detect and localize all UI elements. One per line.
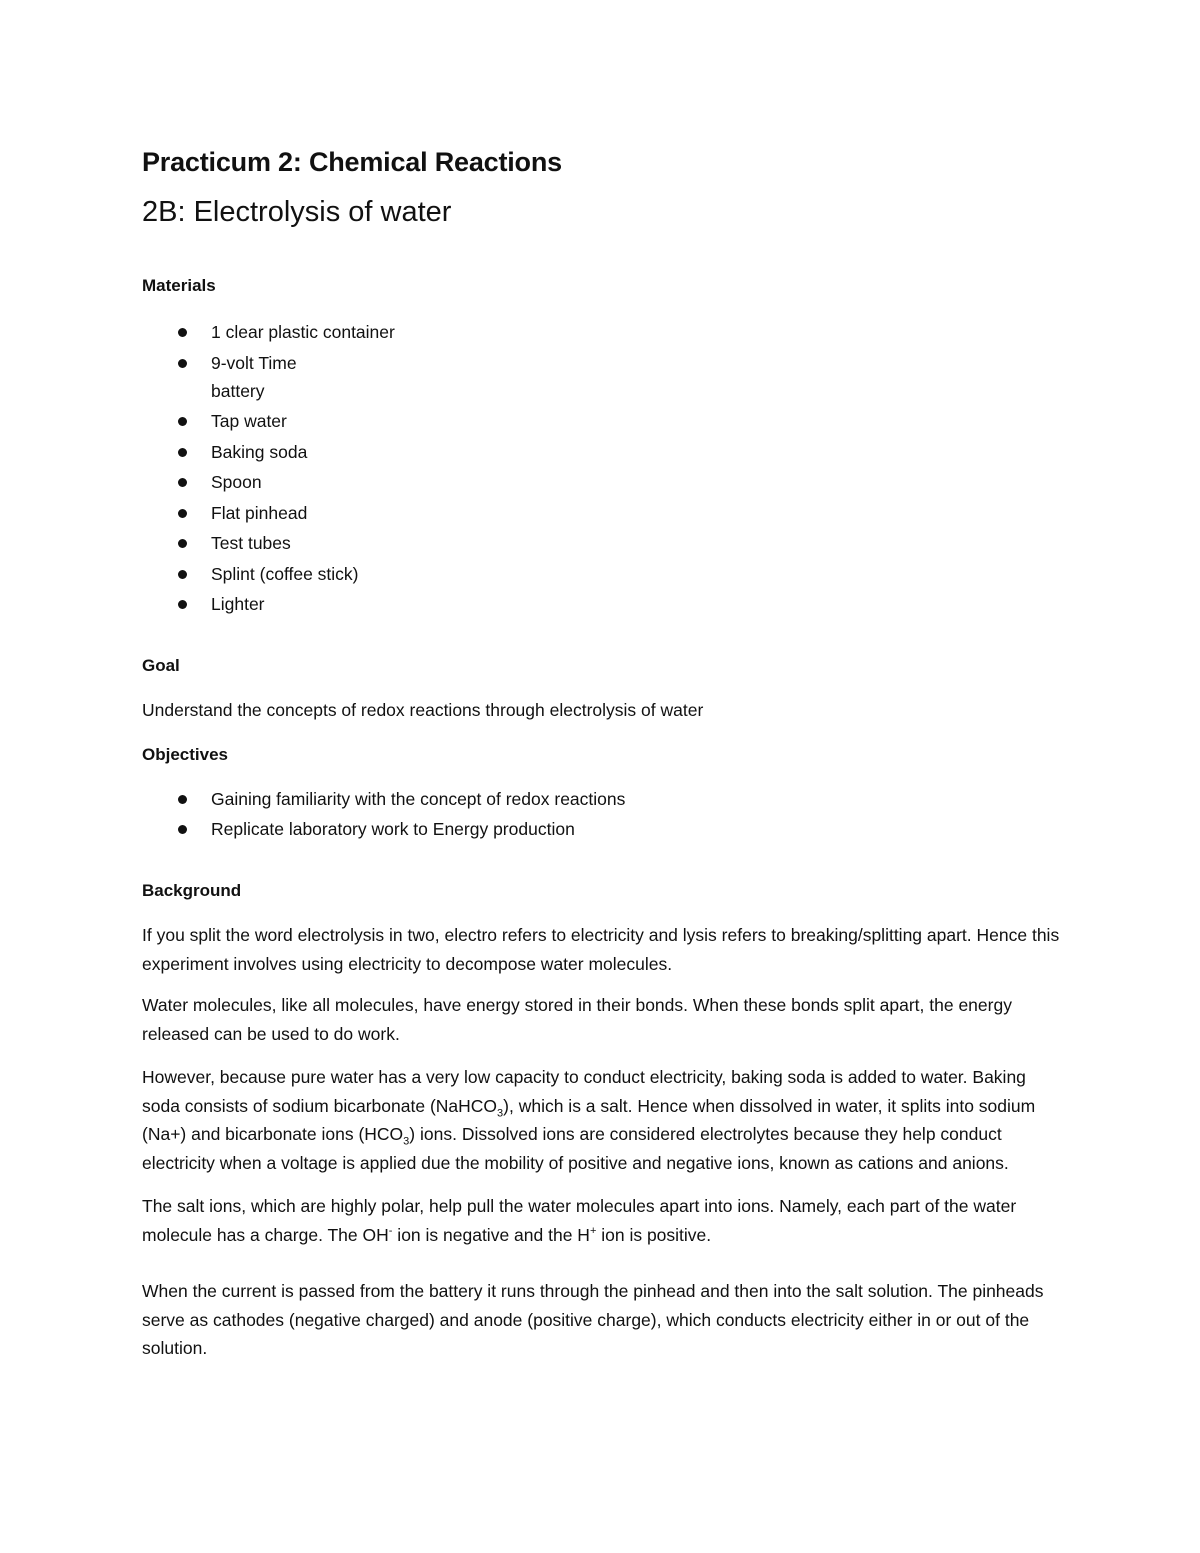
material-item-4: Baking soda (211, 441, 308, 462)
list-item (142, 560, 1062, 588)
background-paragraph-2: Water molecules, like all molecules, have energy stored in their bonds. When these bonds split apart, the energy released can be used to do work. (142, 995, 1012, 1044)
material-item-6: Flat pinhead (211, 502, 308, 523)
materials-list (142, 318, 1062, 618)
paragraph-text: ), which is a salt. Hence when dissolved in water, it splits into sodium (Na+) and bicarbonate ions (HCO (142, 1095, 1036, 1144)
bullet-icon (178, 795, 187, 804)
bullet-icon (178, 825, 187, 834)
bullet-icon (178, 509, 187, 518)
document-title: Practicum 2: Chemical Reactions (142, 147, 562, 177)
list-item (142, 785, 1062, 813)
objectives-list (142, 785, 1062, 844)
material-item-2: 9-volt Time battery (211, 352, 297, 401)
background-heading: Background (142, 881, 242, 900)
goal-text: Understand the concepts of redox reactions through electrolysis of water (142, 700, 704, 720)
background-paragraph-5: When the current is passed from the battery it runs through the pinhead and then into the salt solution. The pinheads serve as cathodes (negative charged) and anode (positive charge), which conducts electricity either in or out of the solution. (142, 1281, 1044, 1358)
subscript: 3 (497, 1107, 504, 1119)
paragraph-text: ion is negative and the H (392, 1224, 590, 1245)
material-item-5: Spoon (211, 472, 262, 492)
objectives-heading: Objectives (142, 744, 228, 764)
objective-item-1: Gaining familiarity with the concept of redox reactions (211, 788, 626, 809)
bullet-icon (178, 417, 187, 426)
list-item (142, 468, 1062, 496)
background-paragraph-4 (142, 1192, 1062, 1249)
subscript: 3 (403, 1135, 410, 1148)
bullet-icon (178, 359, 187, 368)
bullet-icon (178, 539, 187, 548)
bullet-icon (178, 600, 187, 609)
materials-heading: Materials (142, 276, 216, 295)
bullet-icon (178, 570, 187, 579)
objective-item-2: Replicate laboratory work to Energy production (211, 819, 575, 839)
list-item (142, 499, 1062, 527)
list-item (142, 529, 1062, 557)
list-item (142, 438, 1062, 466)
material-item-7: Test tubes (211, 533, 291, 553)
material-item-9: Lighter (211, 594, 265, 614)
paragraph-text: The salt ions, which are highly polar, help pull the water molecules apart into ions. Namely, each part of the water molecule has a charge. The OH (142, 1196, 1017, 1245)
list-item (142, 590, 1062, 618)
superscript: - (388, 1224, 393, 1237)
bullet-icon (178, 448, 187, 457)
material-item-8: Splint (coffee stick) (211, 563, 359, 584)
background-paragraph-3 (142, 1063, 1062, 1177)
background-paragraph-1: If you split the word electrolysis in two, electro refers to electricity and lysis refers to breaking/splitting apart. Hence this experiment involves using electricity to decompose water molecules. (142, 925, 1060, 974)
list-item (142, 407, 1062, 435)
document-subtitle: 2B: Electrolysis of water (142, 196, 452, 228)
list-item (142, 815, 1062, 843)
document-page (142, 140, 1062, 1363)
paragraph-text: However, because pure water has a very low capacity to conduct electricity, baking soda is added to water. Baking soda consists of sodium bicarbonate (NaHCO (142, 1067, 1026, 1116)
bullet-icon (178, 478, 187, 487)
list-item (142, 318, 1062, 346)
material-item-3: Tap water (211, 411, 287, 431)
paragraph-text: ion is positive. (596, 1224, 712, 1245)
paragraph-text: ) ions. Dissolved ions are considered electrolytes because they help conduct electricity when a voltage is applied due the mobility of positive and negative ions, known as cations and anions. (142, 1124, 1009, 1173)
list-item (142, 349, 1062, 405)
goal-heading: Goal (142, 656, 180, 675)
superscript: + (589, 1224, 597, 1237)
material-item-1: 1 clear plastic container (211, 322, 395, 342)
bullet-icon (178, 328, 187, 337)
